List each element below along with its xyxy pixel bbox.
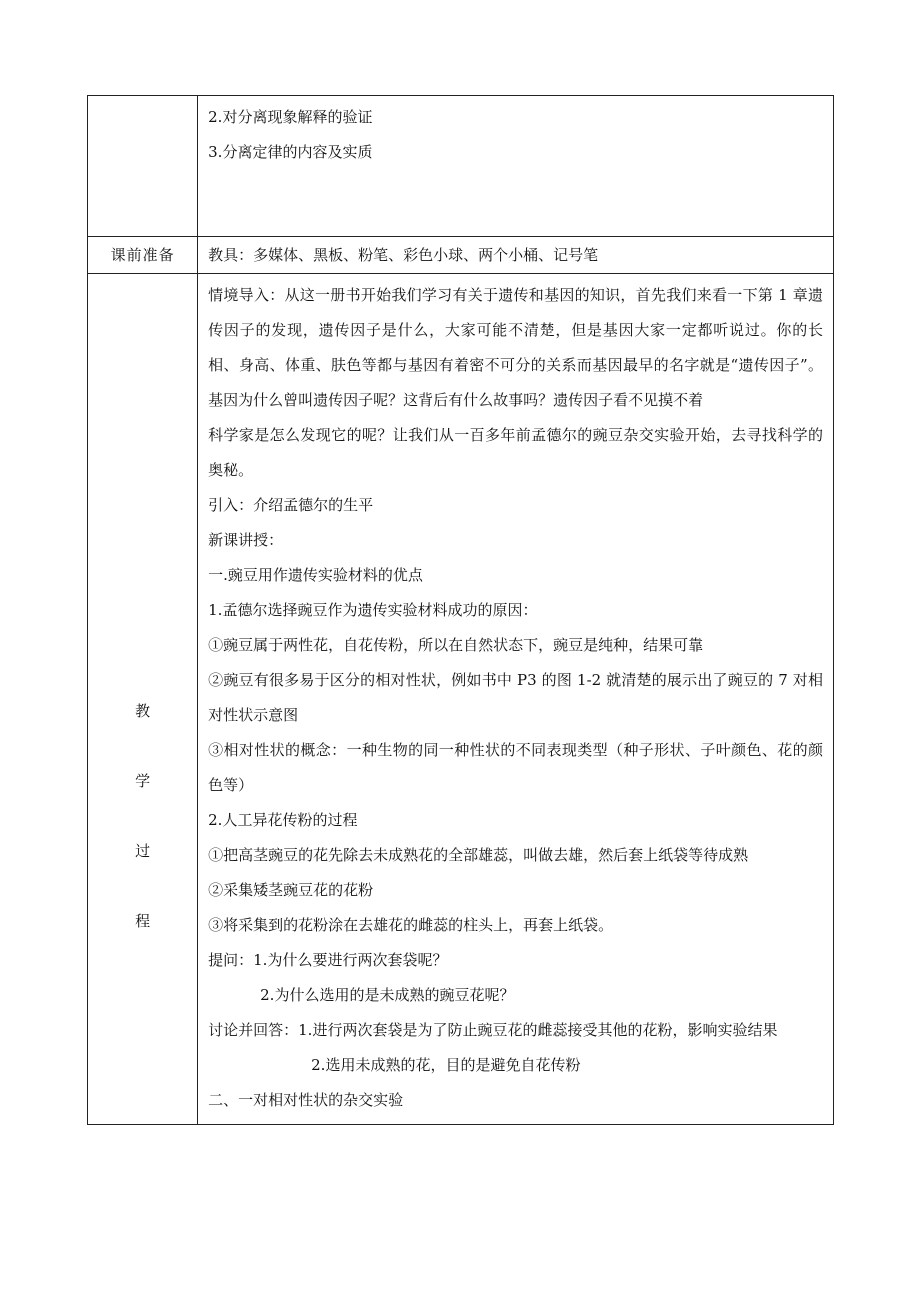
objectives-row — [88, 96, 834, 237]
text-paragraph: ②豌豆有很多易于区分的相对性状，例如书中 P3 的图 1-2 就清楚的展示出了豌豆的 7 对相对性状示意图 — [208, 671, 823, 724]
objective-line: 3.分离定律的内容及实质 — [208, 143, 373, 161]
answer-line: 2.选用未成熟的花，目的是避免自花传粉 — [311, 1056, 581, 1074]
empty-label-cell — [88, 96, 198, 237]
preparation-label: 课前准备 — [88, 237, 198, 274]
teaching-process-label — [88, 274, 198, 1125]
label-char: 学 — [135, 772, 151, 790]
question-line: 提问：1.为什么要进行两次套袋呢？ — [208, 951, 448, 969]
section-heading: 二、一对相对性状的杂交实验 — [208, 1091, 404, 1109]
text-line: 引入：介绍孟德尔的生平 — [208, 496, 374, 514]
text-line: ①豌豆属于两性花，自花传粉，所以在自然状态下，豌豆是纯种，结果可靠 — [208, 636, 704, 654]
section-heading: 一.豌豆用作遗传实验材料的优点 — [208, 566, 423, 584]
label-char: 程 — [135, 912, 151, 930]
text-line: ③将采集到的花粉涂在去雄花的雌蕊的柱头上，再套上纸袋。 — [208, 916, 614, 934]
text-paragraph: ③相对性状的概念：一种生物的同一种性状的不同表现类型（种子形状、子叶颜色、花的颜色等） — [208, 741, 823, 794]
text-line: 新课讲授： — [208, 531, 284, 549]
preparation-content: 教具：多媒体、黑板、粉笔、彩色小球、两个小桶、记号笔 — [208, 246, 599, 264]
answer-line: 讨论并回答：1.进行两次套袋是为了防止豌豆花的雌蕊接受其他的花粉，影响实验结果 — [208, 1021, 778, 1039]
lesson-plan-table — [87, 95, 834, 1125]
label-char: 教 — [135, 702, 151, 720]
text-line: ①把高茎豌豆的花先除去未成熟花的全部雄蕊，叫做去雄，然后套上纸袋等待成熟 — [208, 846, 749, 864]
intro-paragraph: 情境导入：从这一册书开始我们学习有关于遗传和基因的知识，首先我们来看一下第 1 章遗传因子的发现，遗传因子是什么，大家可能不清楚，但是基因大家一定都听说过。你的长相、身高、体重、肤色等都与基因有着密不可分的关系而基因最早的名字就是“遗传因子”。基因为什么曾叫遗传因子呢？这背后有什么故事吗？遗传因子看不见摸不着 — [208, 286, 823, 409]
objectives-cell — [198, 96, 834, 237]
text-line: 2.人工异花传粉的过程 — [208, 811, 358, 829]
objective-line: 2.对分离现象解释的验证 — [208, 108, 373, 126]
preparation-row — [88, 237, 834, 274]
intro-paragraph-2: 科学家是怎么发现它的呢？让我们从一百多年前孟德尔的豌豆杂交实验开始，去寻找科学的奥秘。 — [208, 426, 823, 479]
preparation-cell — [198, 237, 834, 274]
teaching-process-cell — [198, 274, 834, 1125]
label-char: 过 — [135, 842, 151, 860]
question-line: 2.为什么选用的是未成熟的豌豆花呢？ — [260, 986, 515, 1004]
text-line: ②采集矮茎豌豆花的花粉 — [208, 881, 374, 899]
teaching-process-row — [88, 274, 834, 1125]
text-line: 1.孟德尔选择豌豆作为遗传实验材料成功的原因： — [208, 601, 538, 619]
